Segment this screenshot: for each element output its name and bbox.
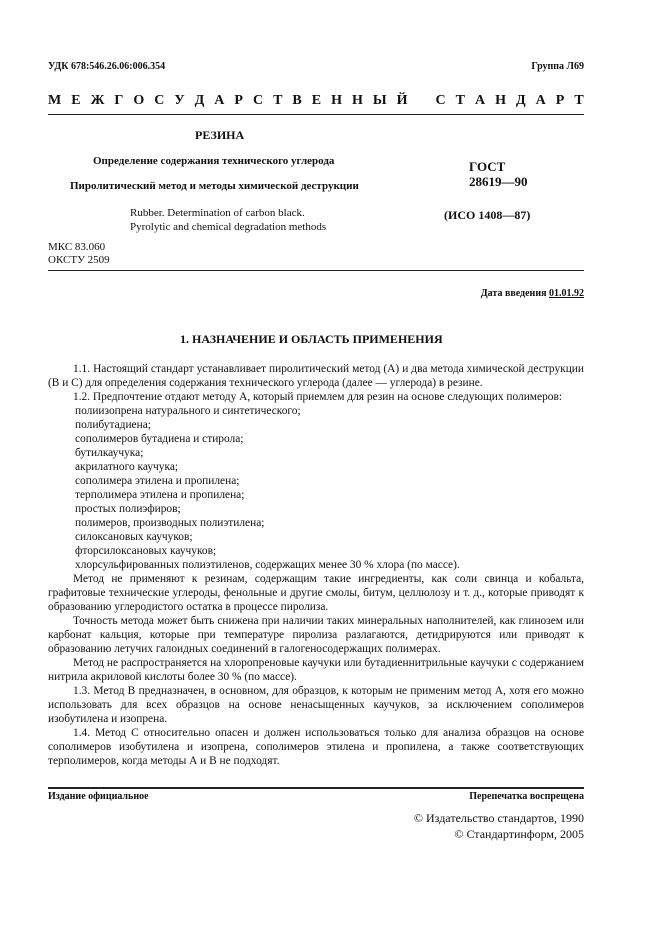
section-body — [48, 362, 584, 768]
footer-rule — [48, 787, 584, 789]
paragraph-1-2: 1.2. Предпочтение отдают методу А, который приемлем для резин на основе следующих полимеров: — [73, 391, 563, 403]
intro-date-label: Дата введения — [480, 288, 547, 299]
polymer-list-item: терполимера этилена и пропилена; — [75, 489, 245, 501]
gost-label: ГОСТ — [469, 159, 506, 174]
banner-letter: В — [292, 93, 302, 108]
okstu-code: ОКСТУ 2509 — [48, 254, 110, 266]
title-rule — [48, 270, 584, 271]
banner-letter: М — [48, 93, 62, 108]
banner-letter: Н — [352, 93, 363, 108]
polymer-list-item: простых полиэфиров; — [75, 503, 181, 515]
banner-letter: Г — [114, 93, 124, 108]
section-heading: 1. НАЗНАЧЕНИЕ И ОБЛАСТЬ ПРИМЕНЕНИЯ — [180, 332, 443, 346]
banner-letter: А — [214, 93, 225, 108]
paragraph-1-3: 1.3. Метод В предназначен, в основном, для образцов, к которым не применим метод А, хотя его можно использовать для всех образцов на основе ненасыщенных каучуков, за исключением сополимеров изобутилена и изопрена. — [48, 685, 584, 725]
paragraph-1-1: 1.1. Настоящий стандарт устанавливает пиролитический метод (А) и два метода химической деструкции (В и С) для определения содержания технического углерода (далее — углерода) в резине. — [48, 363, 584, 389]
polymer-list-item: полимеров, производных полиэтилена; — [75, 517, 265, 529]
polymer-list-item: полибутадиена; — [75, 419, 151, 431]
banner-letter: Е — [71, 93, 81, 108]
official-edition: Издание официальное — [48, 791, 149, 802]
banner-letter: А — [535, 93, 546, 108]
banner-letter: С — [252, 93, 264, 108]
banner-letter: Н — [495, 93, 507, 108]
banner-letter: Д — [516, 93, 526, 108]
doc-subtitle-1: Определение содержания технического углерода — [93, 155, 335, 167]
banner-letter: Й — [396, 93, 408, 108]
banner-letter: О — [133, 93, 145, 108]
polymer-list-item: бутилкаучука; — [75, 447, 144, 459]
reprint-prohibited: Перепечатка воспрещена — [469, 791, 584, 802]
copyright-1: © Издательство стандартов, 1990 — [413, 811, 584, 825]
intro-date-value: 01.01.92 — [549, 288, 584, 299]
banner-letter: Н — [331, 93, 342, 108]
udk-code: УДК 678:546.26.06:006.354 — [48, 61, 166, 72]
banner-letter: С — [435, 93, 446, 108]
copyright-2: © Стандартинформ, 2005 — [454, 827, 584, 841]
banner-letter: Т — [455, 93, 465, 108]
paragraph-1-4: 1.4. Метод С относительно опасен и должен использоваться только для анализа образцов на основе сополимеров изобутилена и изопрена, сополимеров этилена и пропилена, а также соответствующих терполимеров, когда методы А и В не подходят. — [48, 727, 584, 767]
english-title-1: Rubber. Determination of carbon black. — [130, 207, 305, 219]
polymer-list-item: фторсилоксановых каучуков; — [75, 545, 217, 557]
paragraph-accuracy: Точность метода может быть снижена при наличии таких минеральных наполнителей, как глинозем или карбонат кальция, которые при температуре пиролиза разлагаются, детидрируются или приводят к образованию летучих галоидных соединений в галогеносодержащих полимерах. — [48, 615, 584, 655]
interstate-standard-banner — [48, 93, 584, 109]
gost-number: 28619—90 — [469, 174, 528, 189]
mks-code: МКС 83.060 — [48, 241, 106, 253]
polymer-list-item: силоксановых каучуков; — [75, 531, 193, 543]
banner-letter: С — [154, 93, 165, 108]
english-title-2: Pyrolytic and chemical degradation methods — [130, 221, 327, 233]
banner-letter: Ж — [90, 93, 105, 108]
paragraph-exclusions: Метод не применяют к резинам, содержащим такие ингредиенты, как соли свинца и кобальта, графитовые технические углероды, фенольные и другие смолы, битум, целлюлозу и т. д., которые приводят к образованию углеродистого остатка в процессе пиролиза. — [48, 573, 584, 613]
banner-letter: Т — [574, 93, 584, 108]
banner-letter: Д — [194, 93, 205, 108]
group-code: Группа Л69 — [531, 61, 584, 72]
polymer-list-item: полиизопрена натурального и синтетического; — [75, 405, 301, 417]
banner-letter: Р — [234, 93, 243, 108]
banner-letter: У — [174, 93, 185, 108]
doc-subtitle-2: Пиролитический метод и методы химической деструкции — [70, 180, 359, 192]
banner-letter: Т — [273, 93, 283, 108]
doc-title: РЕЗИНА — [195, 128, 245, 142]
polymer-list-item: сополимеров бутадиена и стирола; — [75, 433, 244, 445]
polymer-list-item: сополимера этилена и пропилена; — [75, 475, 240, 487]
polymer-list-item: хлорсульфированных полиэтиленов, содержащих менее 30 % хлора (по массе). — [75, 559, 460, 571]
banner-letter: Ы — [372, 93, 387, 108]
banner-letter: Е — [311, 93, 322, 108]
paragraph-not-applicable: Метод не распространяется на хлоропреновые каучуки или бутадиеннитрильные каучуки с содержанием нитрила акриловой кислоты более 30 % (по массе). — [48, 657, 584, 683]
introduction-date — [481, 288, 584, 299]
banner-letter: А — [475, 93, 486, 108]
polymer-list-item: акрилатного каучука; — [75, 461, 179, 473]
iso-reference: (ИСО 1408—87) — [444, 208, 531, 222]
banner-letter: Р — [555, 93, 565, 108]
banner-rule — [48, 114, 584, 115]
